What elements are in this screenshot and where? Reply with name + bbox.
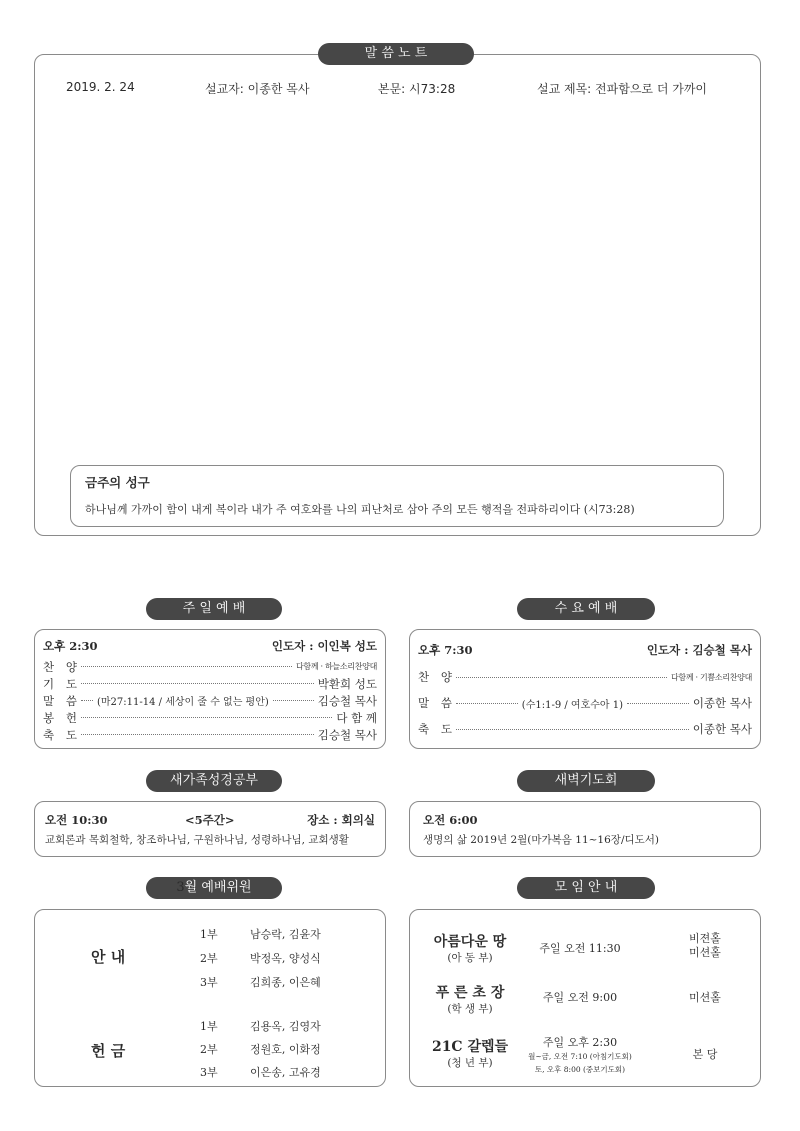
sunday-row-praise: 찬 양 다함께 · 하늘소리찬양대 [43, 659, 377, 674]
wednesday-row-benediction: 축 도 이종한 목사 [418, 722, 752, 736]
meeting-place: 미션홀 [689, 991, 721, 1004]
new-family-study-title: 새가족성경공부 [146, 770, 282, 792]
meeting-time: 주일 오전 9:00 [542, 991, 618, 1004]
meeting-name: 아름다운 땅 [433, 934, 507, 950]
wednesday-worship-box [409, 629, 761, 749]
weekly-verse-text: 하나님께 가까이 함이 내게 복이라 내가 주 여호와를 나의 피난처로 삼아 주의 모든 행적을 전파하리이다 (시73:28) [85, 503, 635, 516]
dawn-detail: 생명의 삶 2019년 2월(마가복음 11~16장/디도서) [423, 834, 660, 846]
committee-group-label: 헌 금 [91, 1042, 126, 1060]
sunday-row-benediction: 축 도 김승철 목사 [43, 727, 377, 742]
wednesday-row-sermon: 말 씀 (수1:1-9 / 여호수아 1) 이종한 목사 [418, 696, 753, 711]
committee-names: 정원호, 이화정 [250, 1043, 321, 1056]
new-family-study-box [34, 801, 386, 857]
meetings-title: 모 임 안 내 [517, 877, 655, 899]
meeting-dept: (아 동 부) [447, 952, 493, 964]
committee-part: 2부 [200, 1043, 218, 1056]
committee-title [146, 877, 282, 899]
meeting-name: 푸 른 초 장 [435, 985, 505, 1001]
committee-names: 박정옥, 양성식 [250, 952, 321, 965]
wednesday-time: 오후 7:30 [418, 643, 473, 657]
meeting-time: 주일 오전 11:30 [539, 942, 621, 955]
new-family-time: 오전 10:30 [45, 813, 108, 827]
new-family-weeks: <5주간> [185, 813, 235, 827]
committee-title-text: 월 예배위원 [184, 880, 252, 895]
sunday-row-prayer: 기 도 박환희 성도 [43, 676, 377, 691]
sermon-title: 설교 제목: 전파함으로 더 가까이 [537, 82, 707, 96]
wednesday-leader: 인도자 : 김승철 목사 [646, 643, 752, 657]
committee-box [34, 909, 386, 1087]
sunday-worship-box [34, 629, 386, 749]
sermon-date: 2019. 2. 24 [66, 80, 135, 94]
sermon-preacher: 설교자: 이종한 목사 [205, 82, 310, 96]
committee-part: 3부 [200, 1066, 218, 1079]
committee-part: 3부 [200, 976, 218, 989]
meeting-place: 본 당 [692, 1048, 718, 1061]
new-family-topics: 교회론과 목회철학, 창조하나님, 구원하나님, 성령하나님, 교회생활 [45, 834, 349, 846]
meeting-place: 비젼홀 미션홀 [689, 932, 721, 959]
dawn-prayer-title: 새벽기도회 [517, 770, 655, 792]
meeting-dept: (학 생 부) [447, 1003, 493, 1015]
meeting-sub-schedule: 월~금, 오전 7:10 (아침기도회) [528, 1052, 632, 1061]
committee-names: 김희종, 이은혜 [250, 976, 321, 989]
meeting-name: 21C 갈렙들 [431, 1039, 509, 1055]
new-family-place: 장소 : 회의실 [307, 813, 375, 827]
sunday-row-sermon: 말 씀 (마27:11-14 / 세상이 줄 수 없는 평안) 김승철 목사 [43, 693, 377, 708]
wednesday-worship-title: 수 요 예 배 [517, 598, 655, 620]
dawn-prayer-box [409, 801, 761, 857]
committee-names: 남승락, 김윤자 [250, 928, 321, 941]
committee-part: 1부 [200, 928, 218, 941]
meeting-time: 주일 오후 2:30 [542, 1036, 618, 1049]
committee-group-label: 안 내 [91, 948, 126, 966]
meetings-box [409, 909, 761, 1087]
sermon-note-title: 말 씀 노 트 [318, 43, 474, 65]
committee-part: 2부 [200, 952, 218, 965]
sunday-time: 오후 2:30 [43, 639, 98, 653]
committee-month: 3 [176, 880, 185, 895]
sermon-note-box [34, 54, 761, 536]
weekly-verse-heading: 금주의 성구 [85, 475, 150, 490]
meeting-dept: (청 년 부) [447, 1057, 493, 1069]
committee-names: 김용옥, 김영자 [250, 1020, 321, 1033]
sermon-scripture: 본문: 시73:28 [378, 82, 456, 96]
wednesday-row-praise: 찬 양 다함께 · 기쁨소리찬양대 [418, 670, 752, 684]
sunday-worship-title: 주 일 예 배 [146, 598, 282, 620]
dawn-time: 오전 6:00 [423, 813, 478, 827]
sunday-row-offering: 봉 헌 다 함 께 [43, 710, 377, 725]
meeting-sub-schedule: 토, 오후 8:00 (중보기도회) [534, 1065, 626, 1074]
weekly-verse-box [70, 465, 724, 527]
committee-names: 이은송, 고유경 [250, 1066, 321, 1079]
sunday-leader: 인도자 : 이인복 성도 [271, 639, 377, 653]
committee-part: 1부 [200, 1020, 218, 1033]
